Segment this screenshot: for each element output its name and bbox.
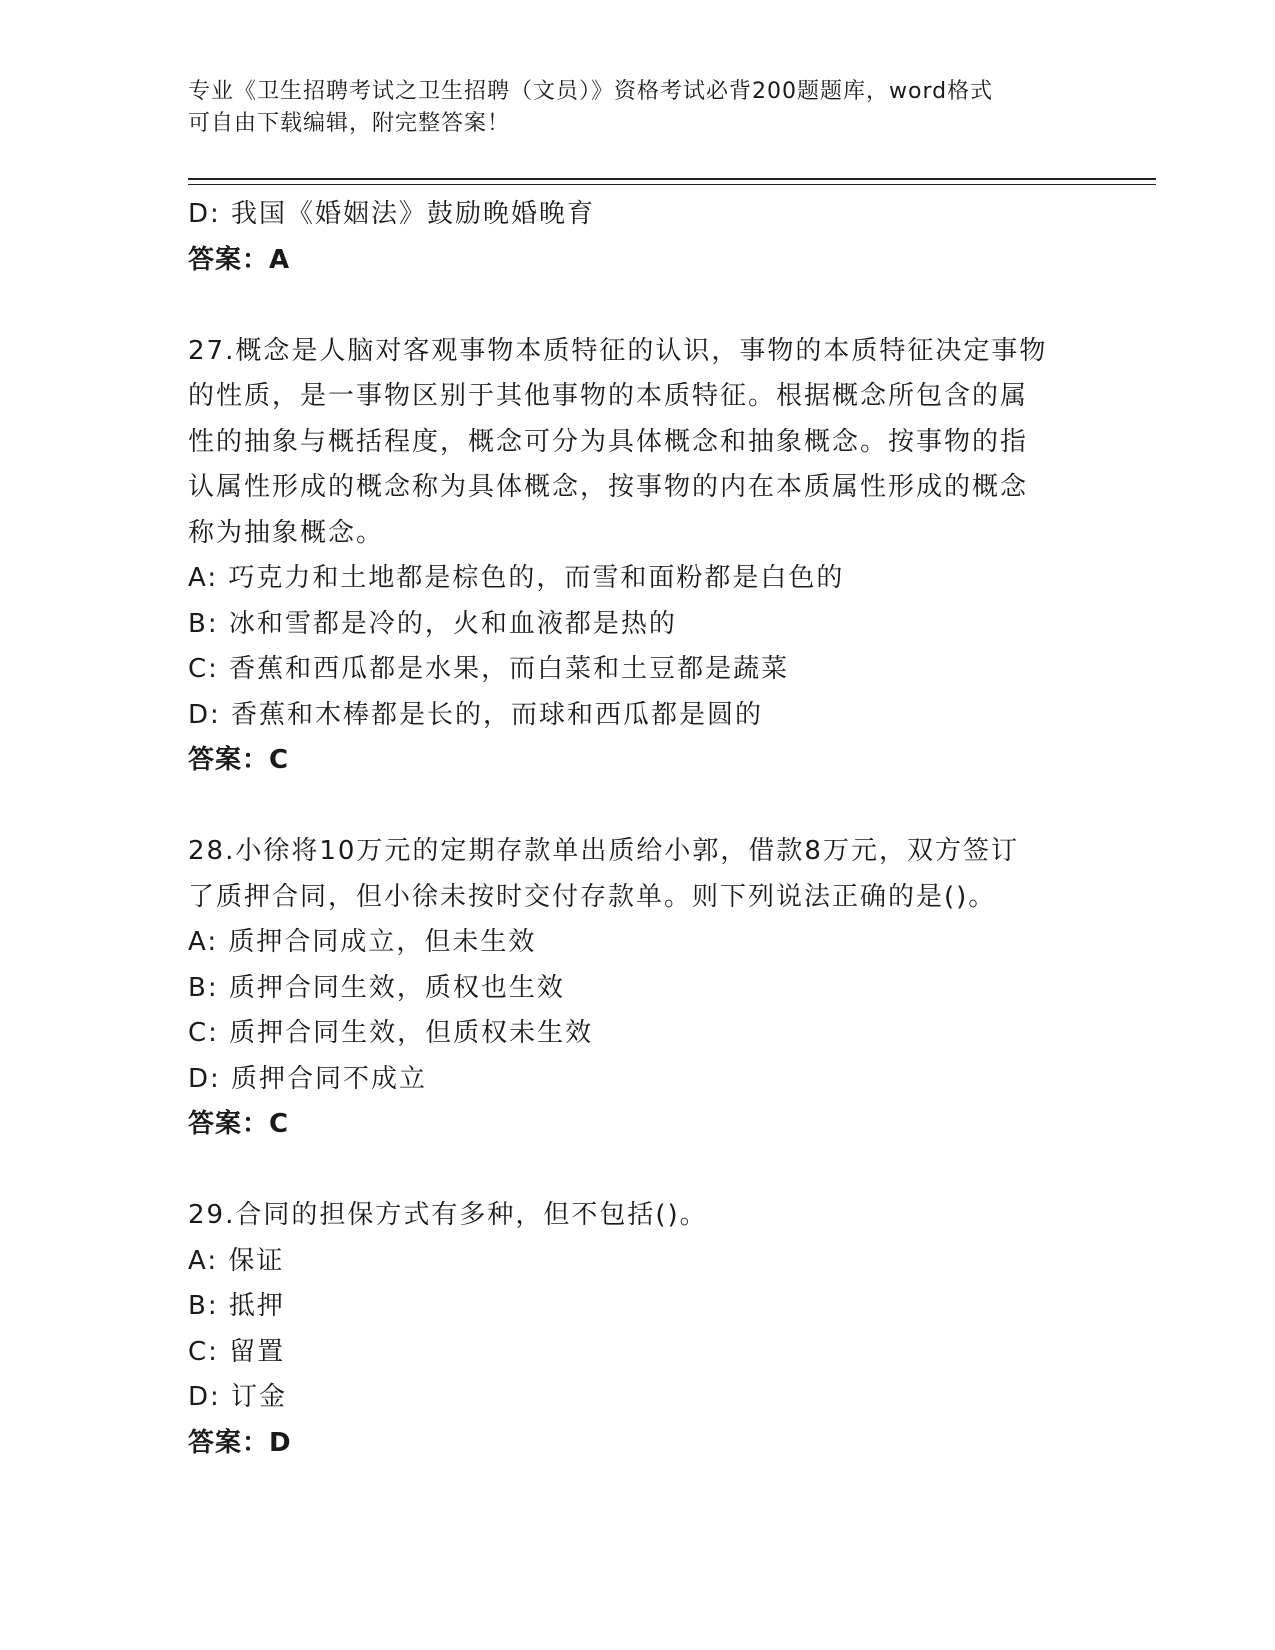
question-28-line-2: 了质押合同，但小徐未按时交付存款单。则下列说法正确的是()。 (188, 881, 997, 912)
document-body (188, 192, 1088, 1466)
question-27 (188, 329, 1088, 784)
spacer (188, 283, 1088, 329)
question-28-option-a: A: 质押合同成立，但未生效 (188, 927, 537, 957)
header-line-1: 专业《卫生招聘考试之卫生招聘（文员）》资格考试必背200题题库，word格式 (188, 79, 994, 104)
question-28-option-c: C: 质押合同生效，但质权未生效 (188, 1018, 594, 1048)
question-27-option-d: D: 香蕉和木棒都是长的，而球和西瓜都是圆的 (188, 699, 764, 730)
question-28-option-d: D: 质押合同不成立 (188, 1063, 428, 1094)
question-27-line-4: 认属性形成的概念称为具体概念，按事物的内在本质属性形成的概念 (188, 472, 1029, 502)
prev-answer: 答案：A (188, 244, 291, 275)
question-27-line-3: 性的抽象与概括程度，概念可分为具体概念和抽象概念。按事物的指 (188, 426, 1029, 457)
spacer (188, 1148, 1088, 1194)
document-header (188, 76, 1088, 140)
question-27-line-5: 称为抽象概念。 (188, 517, 385, 548)
question-29-option-b: B: 抵押 (188, 1291, 285, 1321)
question-27-line-2: 的性质，是一事物区别于其他事物的本质特征。根据概念所包含的属 (188, 381, 1029, 411)
spacer (188, 784, 1088, 830)
prev-option-d: D: 我国《婚姻法》鼓励晚婚晚育 (188, 199, 596, 229)
question-29-option-d: D: 订金 (188, 1382, 288, 1412)
question-27-line-1: 27.概念是人脑对客观事物本质特征的认识，事物的本质特征决定事物 (188, 335, 1048, 366)
question-27-answer: 答案：C (188, 745, 290, 775)
header-divider-thin (188, 184, 1156, 185)
question-27-option-b: B: 冰和雪都是冷的，火和血液都是热的 (188, 608, 677, 639)
question-29-option-c: C: 留置 (188, 1336, 286, 1367)
question-29-line-1: 29.合同的担保方式有多种，但不包括()。 (188, 1200, 708, 1230)
question-27-option-a: A: 巧克力和土地都是棕色的，而雪和面粉都是白色的 (188, 563, 845, 593)
question-27-option-c: C: 香蕉和西瓜都是水果，而白菜和土豆都是蔬菜 (188, 654, 790, 684)
header-divider-thick (188, 178, 1156, 180)
question-29-answer: 答案：D (188, 1427, 292, 1458)
question-28 (188, 829, 1088, 1148)
question-28-answer: 答案：C (188, 1109, 290, 1139)
question-29 (188, 1193, 1088, 1466)
question-28-line-1: 28.小徐将10万元的定期存款单出质给小郭，借款8万元，双方签订 (188, 836, 1019, 866)
question-28-option-b: B: 质押合同生效，质权也生效 (188, 972, 565, 1003)
question-29-option-a: A: 保证 (188, 1245, 285, 1276)
header-line-2: 可自由下载编辑，附完整答案！ (188, 111, 511, 136)
